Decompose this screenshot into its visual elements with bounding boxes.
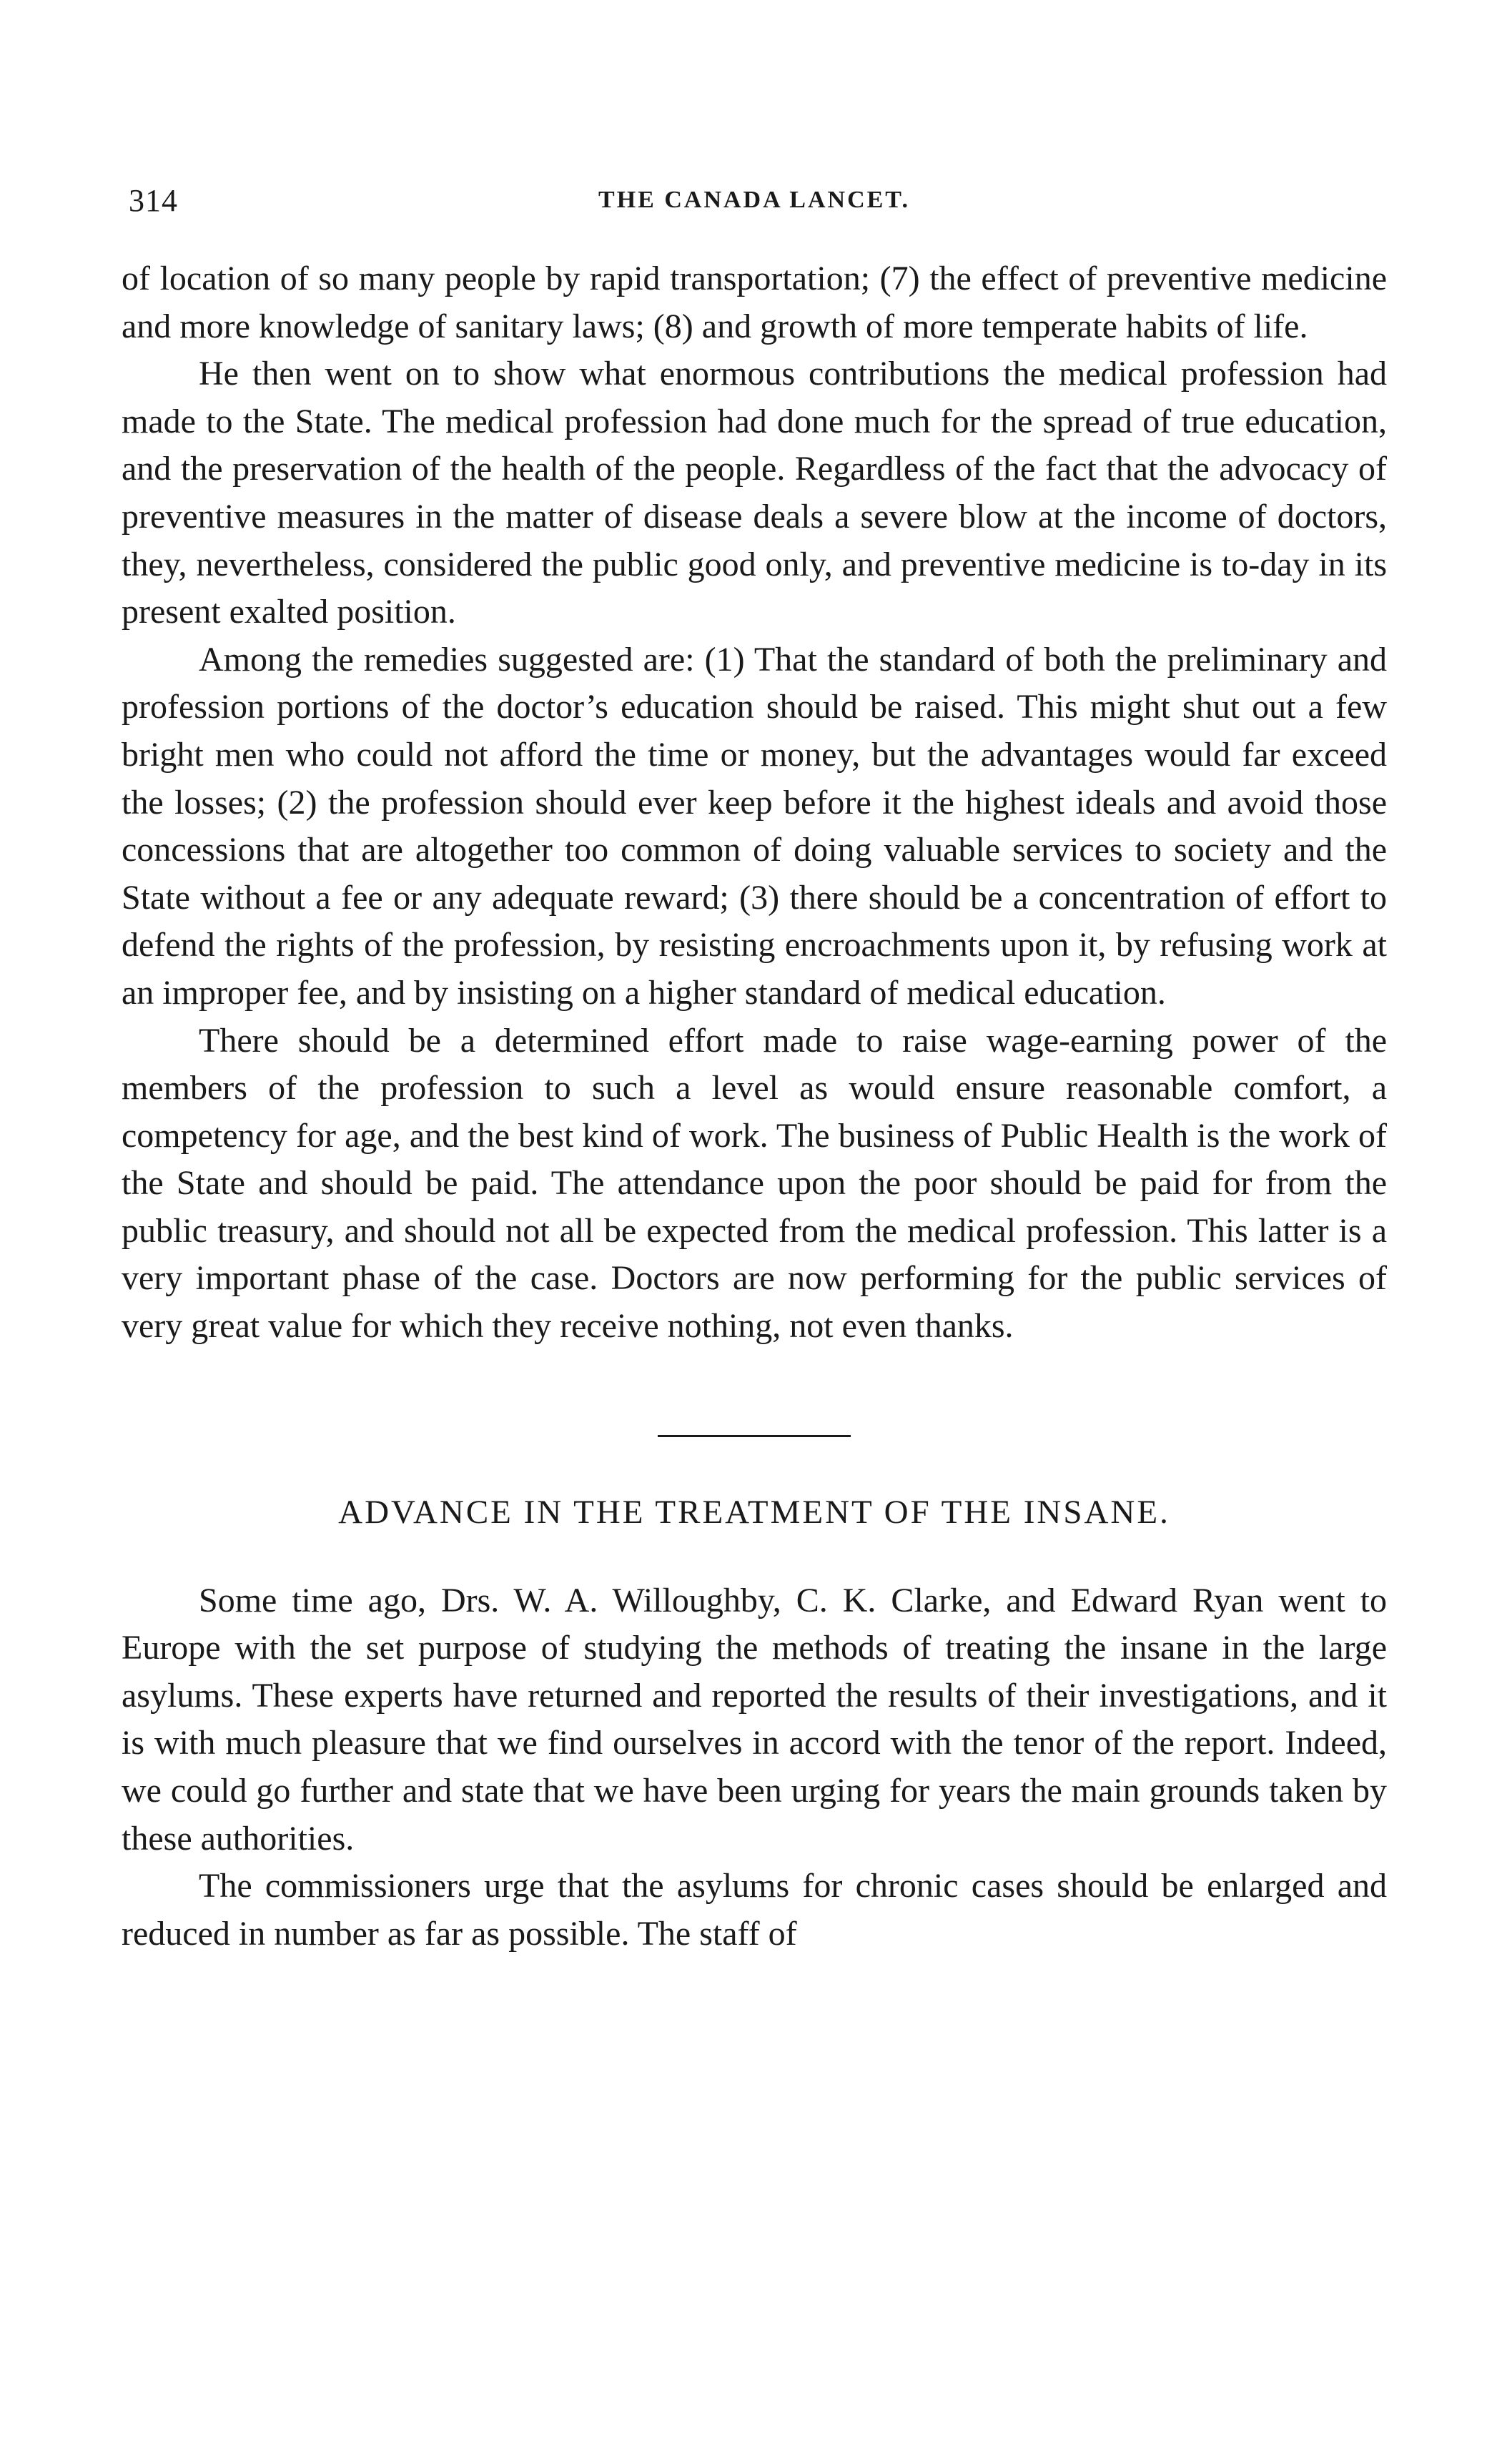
- paragraph: The commissioners urge that the asylums for chronic cases should be enlarged and reduced in number as far as possible. The staff of: [122, 1867, 1387, 1953]
- paragraph: He then went on to show what enormous contributions the medical profession had made to the State. The medical profession had done much for the spread of true education, and the preservation of the health of the people. Regardless of the fact that the advocacy of preventive measures in the matter of disease deals a severe blow at the income of doctors, they, nevertheless, considered the public good only, and preventive medicine is to-day in its present exalted position.: [122, 355, 1387, 631]
- page-number: 314: [129, 183, 178, 218]
- article-insane-treatment: [122, 1577, 1387, 1958]
- paragraph: There should be a determined effort made to raise wage-earning power of the members of the profession to such a level as would ensure reasonable comfort, a competency for age, and the best kind of work. The business of Public Health is the work of the State and should be paid. The attendance upon the poor should be paid for from the public treasury, and should not all be expected from the medical profession. This latter is a very important phase of the case. Doctors are now performing for the public services of very great value for which they receive nothing, not even thanks.: [122, 1021, 1387, 1346]
- running-head: [122, 182, 1387, 225]
- paragraph: Some time ago, Drs. W. A. Willoughby, C. K. Clarke, and Edward Ryan went to Europe with the set purpose of studying the methods of treating the insane in the large asylums. These experts have returned and reported the results of their investigations, and it is with much pleasure that we find ourselves in accord with the tenor of the report. Indeed, we could go further and state that we have been urging for years the main grounds taken by these authorities.: [122, 1581, 1387, 1858]
- section-title: ADVANCE IN THE TREATMENT OF THE INSANE.: [338, 1493, 1170, 1531]
- paragraph: of location of so many people by rapid transportation; (7) the effect of preventive medicine and more knowledge of sanitary laws; (8) and growth of more temperate habits of life.: [122, 260, 1387, 345]
- paragraph: Among the remedies suggested are: (1) That the standard of both the preliminary and profession portions of the doctor’s education should be raised. This might shut out a few bright men who could not afford the time or money, but the advantages would far exceed the losses; (2) the profession should ever keep before it the highest ideals and avoid those concessions that are altogether too common of doing valuable services to society and the State without a fee or any adequate reward; (3) there should be a concentration of effort to defend the rights of the profession, by resisting encroachments upon it, by refusing work at an improper fee, and by insisting on a higher standard of medical education.: [122, 640, 1387, 1012]
- section-divider: [658, 1435, 851, 1437]
- journal-title: THE CANADA LANCET.: [598, 187, 910, 213]
- journal-page: [122, 182, 1387, 1958]
- article-continued: [122, 255, 1387, 1351]
